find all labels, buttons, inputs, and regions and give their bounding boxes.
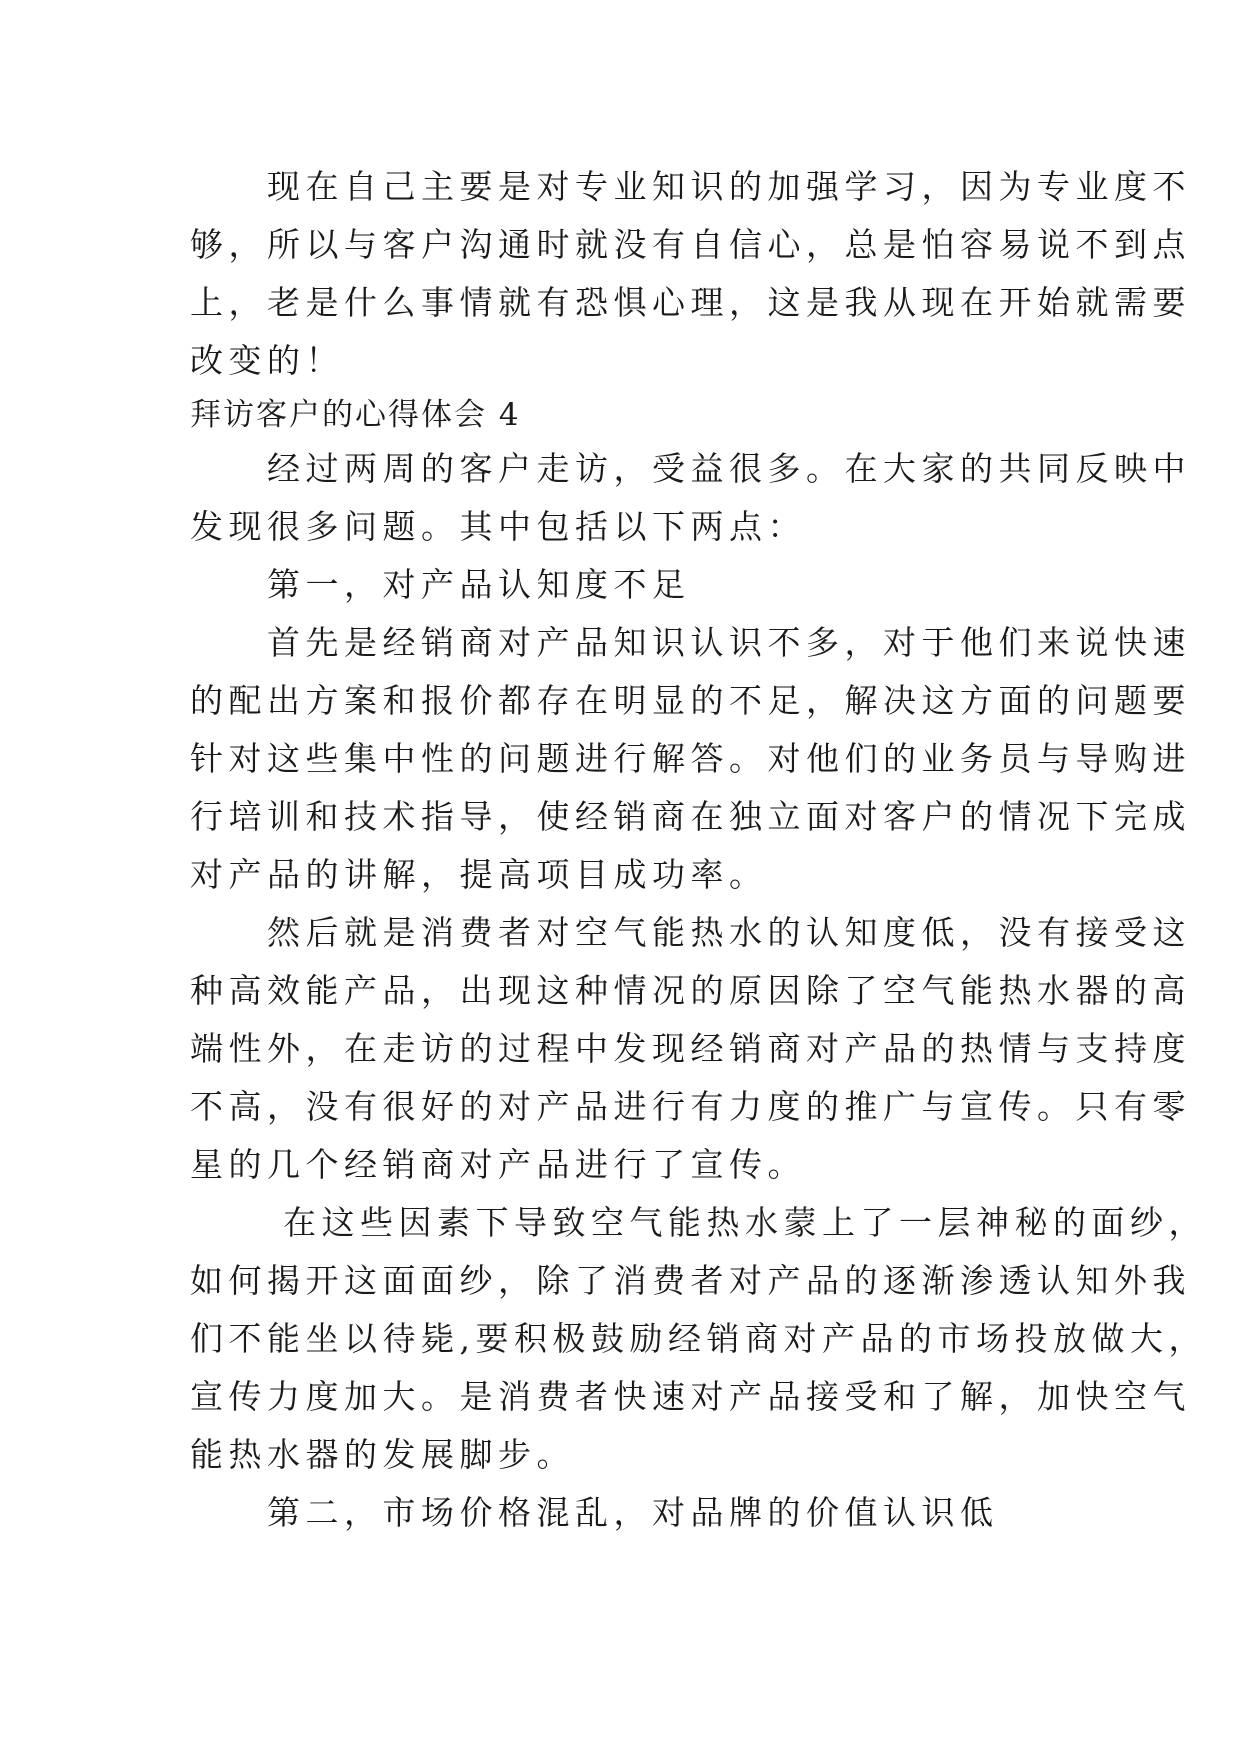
paragraph-line: 针对这些集中性的问题进行解答。对他们的业务员与导购进 — [190, 739, 1191, 778]
section-heading — [190, 390, 1070, 440]
paragraph-line: 首先是经销商对产品知识认识不多，对于他们来说快速 — [190, 623, 1191, 662]
paragraph-line: 上，老是什么事情就有恐惧心理，这是我从现在开始就需要 — [190, 283, 1191, 322]
paragraph-line: 星的几个经销商对产品进行了宣传。 — [190, 1145, 806, 1184]
paragraph — [190, 158, 1191, 390]
paragraph-line: 经过两周的客户走访，受益很多。在大家的共同反映中 — [190, 449, 1191, 488]
paragraph-line: 端性外，在走访的过程中发现经销商对产品的热情与支持度 — [190, 1029, 1191, 1068]
paragraph-line: 的配出方案和报价都存在明显的不足，解决这方面的问题要 — [190, 681, 1191, 720]
paragraph — [190, 440, 1191, 556]
document-body — [190, 158, 1207, 1542]
paragraph-line: 改变的！ — [190, 341, 344, 380]
paragraph — [190, 556, 1070, 614]
paragraph-line: 第二，市场价格混乱，对品牌的价值认识低 — [190, 1493, 999, 1532]
paragraph-line: 在这些因素下导致空气能热水蒙上了一层神秘的面纱， — [190, 1203, 1207, 1242]
paragraph-line: 们不能坐以待毙,要积极鼓励经销商对产品的市场投放做大， — [190, 1319, 1207, 1358]
paragraph — [190, 614, 1191, 904]
paragraph-line: 种高效能产品，出现这种情况的原因除了空气能热水器的高 — [190, 971, 1191, 1010]
paragraph-line: 行培训和技术指导，使经销商在独立面对客户的情况下完成 — [190, 797, 1191, 836]
paragraph — [190, 904, 1191, 1194]
paragraph-line: 现在自己主要是对专业知识的加强学习，因为专业度不 — [190, 167, 1191, 206]
paragraph-line: 如何揭开这面面纱，除了消费者对产品的逐渐渗透认知外我 — [190, 1261, 1191, 1300]
heading-text: 拜访客户的心得体会 4 — [190, 397, 521, 433]
paragraph-line: 发现很多问题。其中包括以下两点： — [190, 507, 806, 546]
paragraph-line: 宣传力度加大。是消费者快速对产品接受和了解，加快空气 — [190, 1377, 1191, 1416]
paragraph-line: 第一，对产品认知度不足 — [190, 565, 691, 604]
paragraph — [190, 1194, 1207, 1484]
paragraph-line: 然后就是消费者对空气能热水的认知度低，没有接受这 — [190, 913, 1191, 952]
paragraph-line: 对产品的讲解，提高项目成功率。 — [190, 855, 768, 894]
paragraph — [190, 1484, 1070, 1542]
paragraph-line: 不高，没有很好的对产品进行有力度的推广与宣传。只有零 — [190, 1087, 1191, 1126]
paragraph-line: 够，所以与客户沟通时就没有自信心，总是怕容易说不到点 — [190, 225, 1191, 264]
paragraph-line: 能热水器的发展脚步。 — [190, 1435, 575, 1474]
